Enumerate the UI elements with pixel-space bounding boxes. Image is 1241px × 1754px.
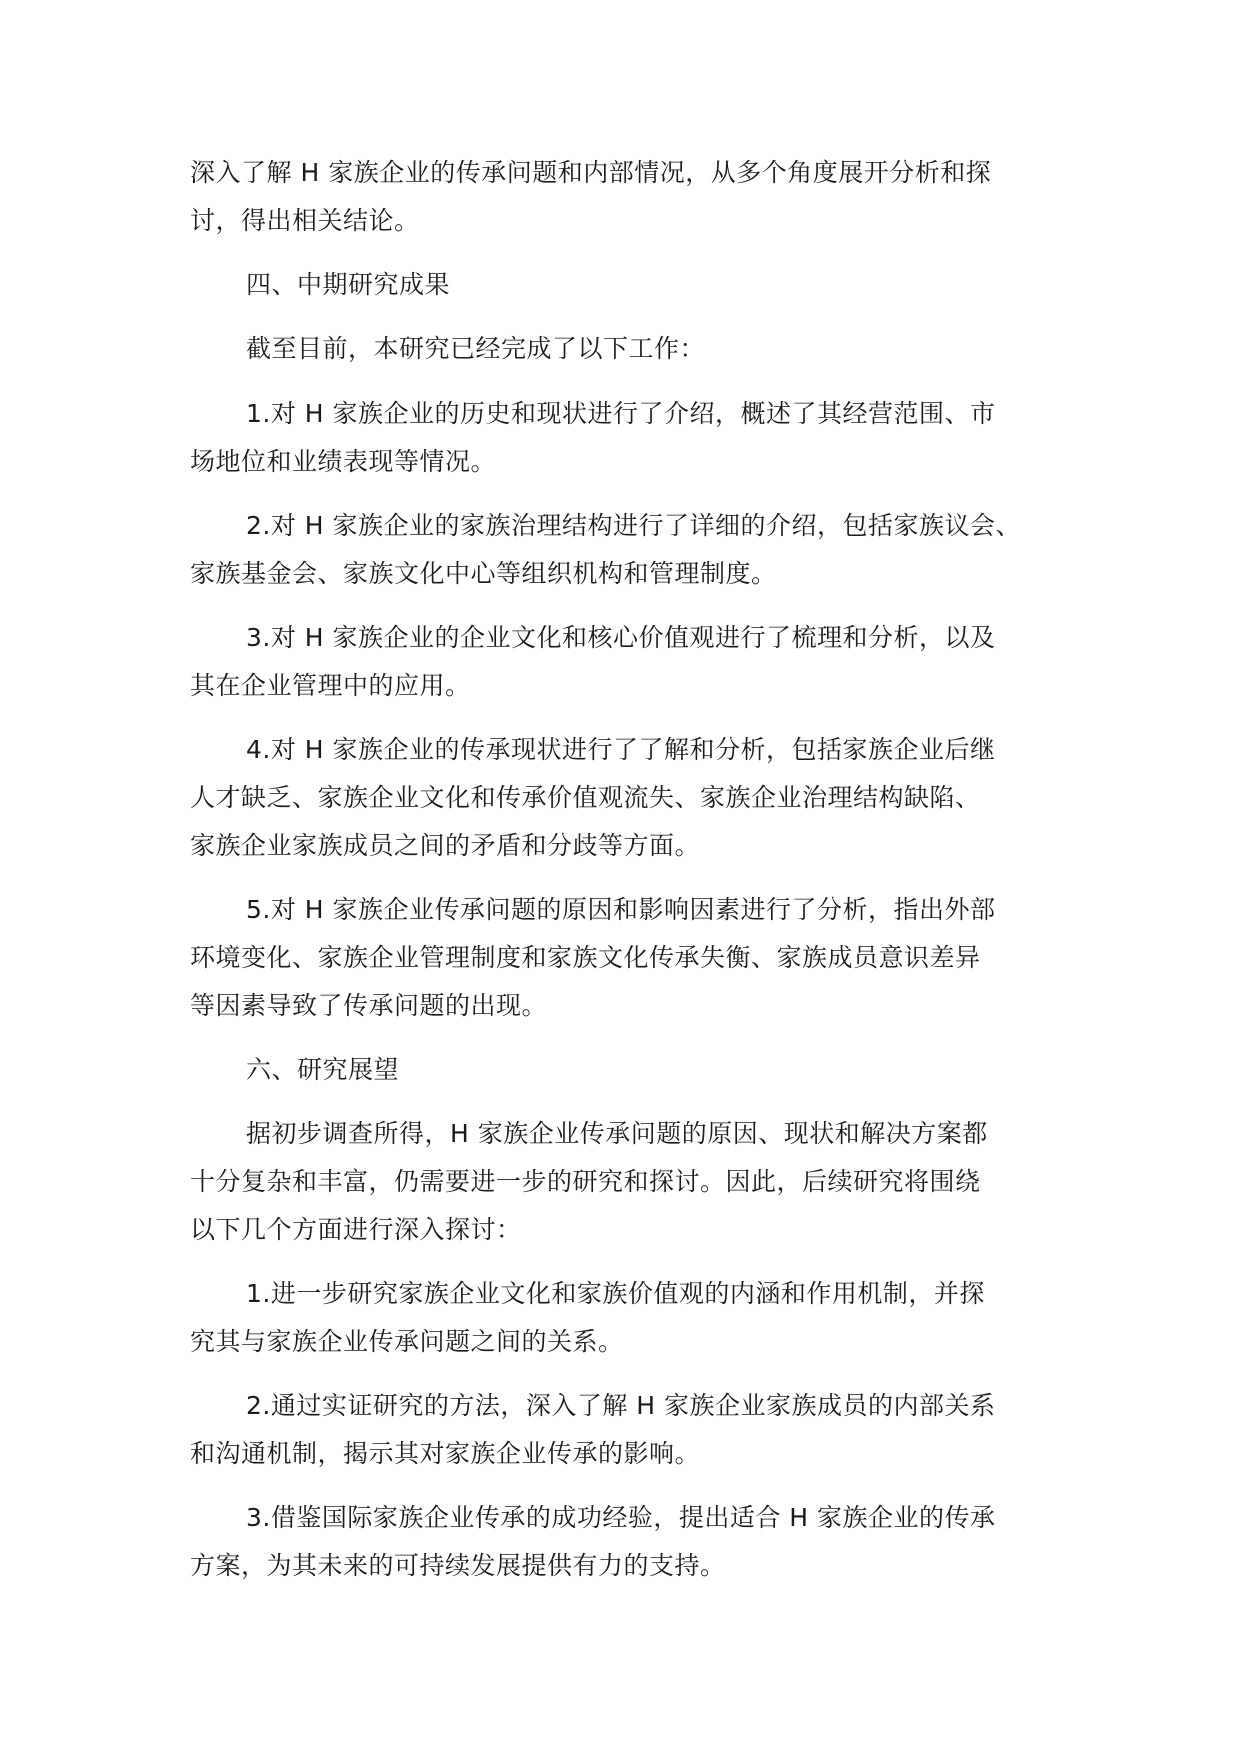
text-line: 场地位和业绩表现等情况。 (190, 447, 497, 476)
text-line: 深入了解 H 家族企业的传承问题和内部情况，从多个角度展开分析和探 (190, 158, 992, 187)
text-line: 究其与家族企业传承问题之间的关系。 (190, 1327, 624, 1356)
text-line: 其在企业管理中的应用。 (190, 671, 471, 700)
text-line: 家族基金会、家族文化中心等组织机构和管理制度。 (190, 559, 777, 588)
text-line: 1.对 H 家族企业的历史和现状进行了介绍，概述了其经营范围、市 (246, 399, 996, 428)
text-line: 截至目前，本研究已经完成了以下工作： (246, 334, 706, 363)
text-line: 等因素导致了传承问题的出现。 (190, 991, 548, 1020)
text-line: 和沟通机制，揭示其对家族企业传承的影响。 (190, 1439, 701, 1468)
text-line: 2.通过实证研究的方法，深入了解 H 家族企业家族成员的内部关系 (246, 1391, 996, 1420)
heading-text: 六、研究展望 (246, 1055, 400, 1084)
text-line: 5.对 H 家族企业传承问题的原因和影响因素进行了分析，指出外部 (246, 895, 996, 924)
text-line: 2.对 H 家族企业的家族治理结构进行了详细的介绍，包括家族议会、 (246, 511, 1022, 540)
text-line: 1.进一步研究家族企业文化和家族价值观的内涵和作用机制，并探 (246, 1279, 985, 1308)
text-line: 环境变化、家族企业管理制度和家族文化传承失衡、家族成员意识差异 (190, 943, 981, 972)
text-line: 据初步调查所得，H 家族企业传承问题的原因、现状和解决方案都 (246, 1119, 988, 1148)
text-line: 4.对 H 家族企业的传承现状进行了了解和分析，包括家族企业后继 (246, 735, 996, 764)
text-line: 3.借鉴国际家族企业传承的成功经验，提出适合 H 家族企业的传承 (246, 1503, 996, 1532)
text-line: 方案，为其未来的可持续发展提供有力的支持。 (190, 1551, 726, 1580)
text-line: 以下几个方面进行深入探讨： (190, 1215, 522, 1244)
text-line: 3.对 H 家族企业的企业文化和核心价值观进行了梳理和分析，以及 (246, 623, 996, 652)
heading-text: 四、中期研究成果 (246, 270, 451, 299)
text-line: 讨，得出相关结论。 (190, 206, 420, 235)
text-line: 十分复杂和丰富，仍需要进一步的研究和探讨。因此，后续研究将围绕 (190, 1167, 981, 1196)
text-line: 人才缺乏、家族企业文化和传承价值观流失、家族企业治理结构缺陷、 (190, 783, 981, 812)
text-line: 家族企业家族成员之间的矛盾和分歧等方面。 (190, 831, 701, 860)
